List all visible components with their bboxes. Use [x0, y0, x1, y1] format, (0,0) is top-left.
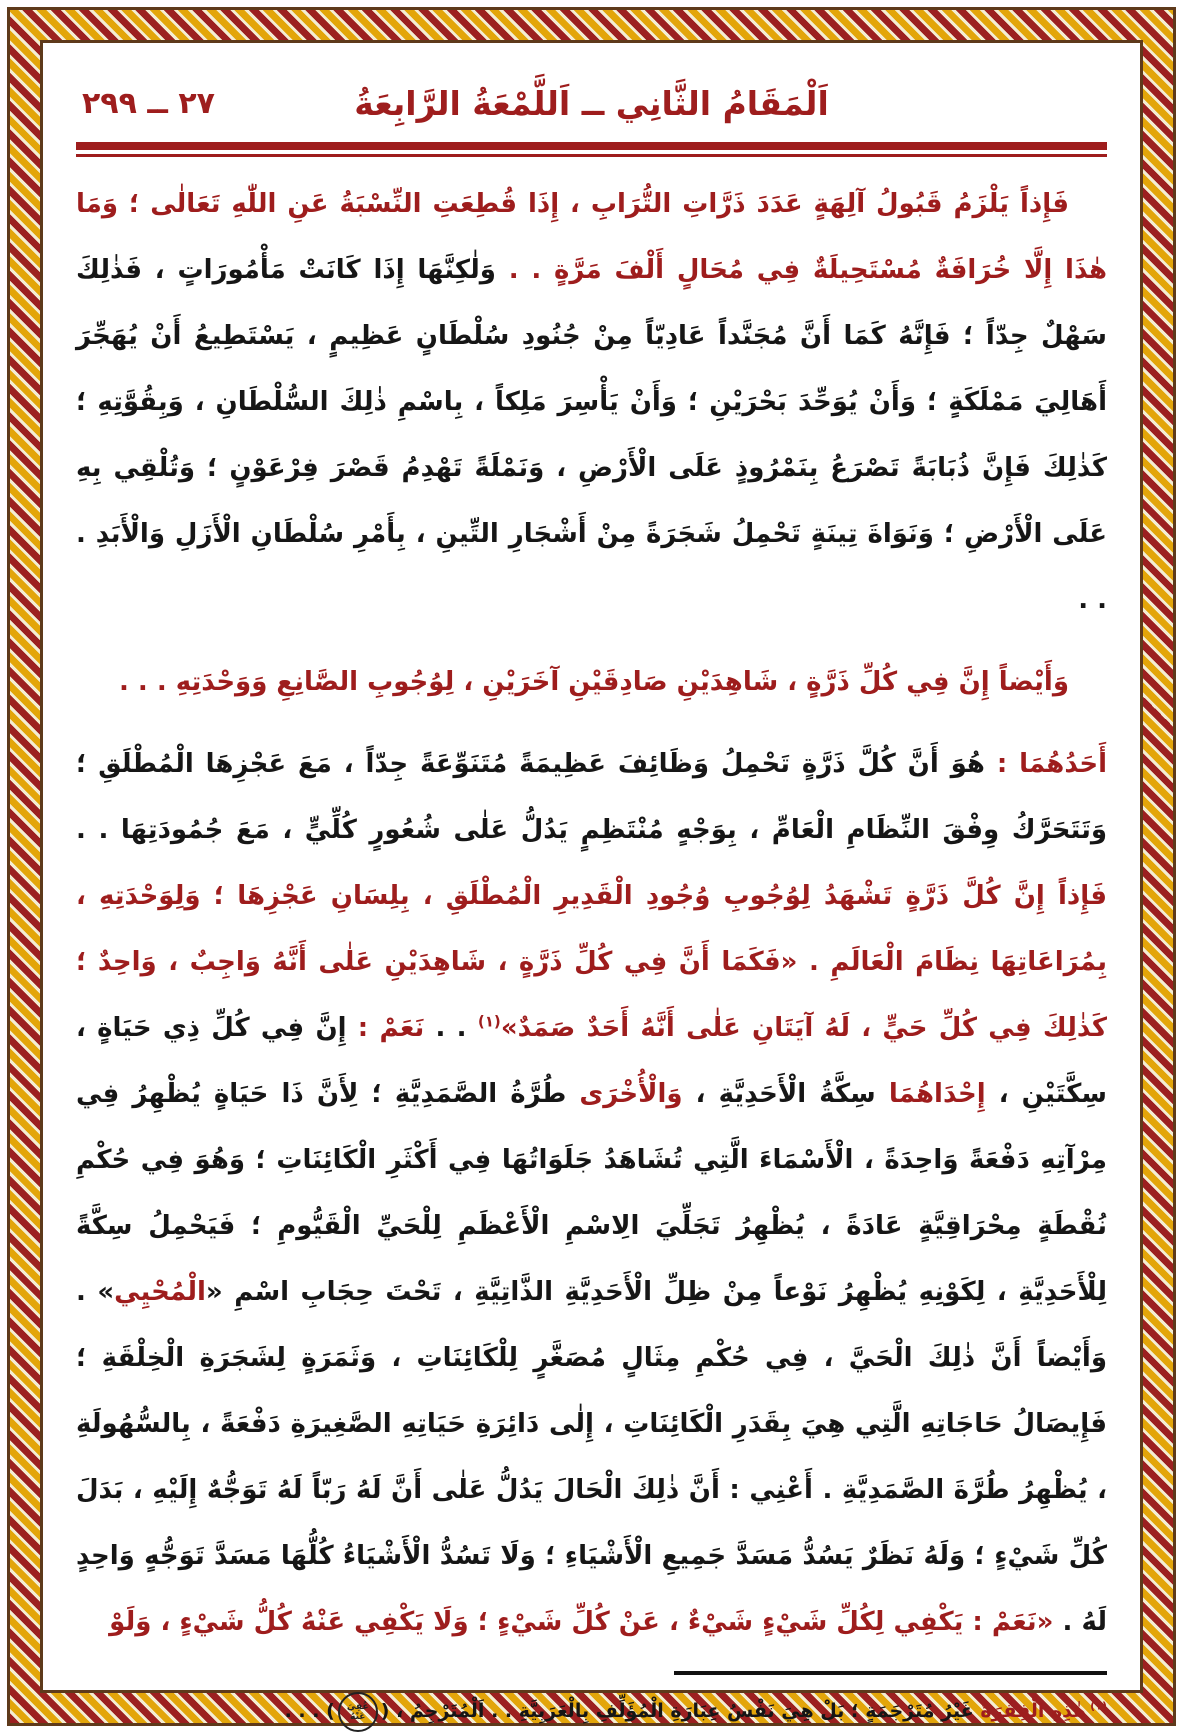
footnote-text: [76, 1691, 1107, 1732]
text-segment: . .: [424, 1013, 478, 1043]
header-rule-thin: [76, 154, 1107, 157]
translator-seal: [338, 1692, 378, 1732]
text-segment: هُوَ أَنَّ كُلَّ ذَرَّةٍ تَحْمِلُ وَظَائِفَ عَظِيمَةً مُتَنَوِّعَةً جِدّاً ، مَعَ عَجْزِهَا الْمُطْلَقِ ؛ وَتَتَحَرَّكُ وِفْقَ النِّظَامِ الْعَامِّ ، بِوَجْهٍ مُنْتَظِمٍ يَدُلُّ عَلٰى شُعُورٍ كُلِّيٍّ ، مَعَ جُمُودَتِهَا . .: [76, 749, 1107, 845]
seal-line: عُفِيَ: [346, 1701, 369, 1712]
text-segment: سِكَّةُ الْأَحَدِيَّةِ ،: [682, 1079, 876, 1109]
text-segment: وَالْأُخْرَى: [566, 1079, 683, 1109]
text-segment: (١): [477, 1012, 501, 1031]
text-segment: (١): [1086, 1699, 1107, 1713]
header-rule: [76, 142, 1107, 157]
text-segment: طُرَّةُ الصَّمَدِيَّةِ ؛ لِأَنَّ ذَا حَيَاةٍ يُظْهِرُ فِي مِرْآتِهِ دَفْعَةً وَاحِدَةً ، الْأَسْمَاءَ الَّتِي تُشَاهَدُ جَلَوَاتُهَا فِي أَكْثَرِ الْكَائِنَاتِ ؛ وَهُوَ فِي حُكْمِ نُقْطَةٍ مِحْرَاقِيَّةٍ عَادَةً ، يُظْهِرُ تَجَلِّيَ الِاسْمِ الْأَعْظَمِ لِلْحَيِّ الْقَيُّومِ ؛ فَيَحْمِلُ سِكَّةً لِلْأَحَدِيَّةِ ، لِكَوْنِهِ يُظْهِرُ نَوْعاً مِنْ ظِلِّ الْأَحَدِيَّةِ الذَّاتِيَّةِ ، تَحْتَ حِجَابِ اسْمِ «: [76, 1079, 1107, 1307]
text-segment: فَإِذاً يَلْزَمُ قَبُولُ آلِهَةٍ عَدَدَ ذَرَّاتِ التُّرَابِ ، إِذَا قُطِعَتِ النِّسْبَةُ عَنِ اللّٰهِ تَعَالٰى ؛ وَمَا هٰذَا إِلَّا خُرَافَةٌ مُسْتَحِيلَةٌ فِي مُحَالٍ أَلْفَ مَرَّةٍ . .: [76, 189, 1107, 285]
text-segment: فَإِذاً إِنَّ كُلَّ ذَرَّةٍ تَشْهَدُ لِوُجُوبِ وُجُودِ الْقَدِيرِ الْمُطْلَقِ ، بِلِسَانِ عَجْزِهَا ؛ وَلِوَحْدَتِهِ ، بِمُرَاعَاتِهَا نِظَامَ الْعَالَمِ . «فَكَمَا أَنَّ فِي كُلِّ ذَرَّةٍ ، شَاهِدَيْنِ عَلٰى أَنَّهُ وَاجِبٌ ، وَاحِدٌ ؛ كَذٰلِكَ فِي كُلِّ حَيٍّ ، لَهُ آيَتَانِ عَلٰى أَنَّهُ أَحَدٌ صَمَدٌ»: [76, 881, 1107, 1043]
text-segment: إِحْدَاهُمَا: [875, 1079, 986, 1109]
body-text: [76, 171, 1107, 1671]
text-segment: أَحَدُهُمَا :: [984, 749, 1108, 779]
text-segment: إِنَّ فِي كُلِّ ذِي حَيَاةٍ ، سِكَّتَيْنِ ،: [76, 1013, 1107, 1109]
footnote-section: [76, 1671, 1107, 1733]
seal-line: عَنْهُ: [350, 1711, 366, 1722]
text-segment: وَأَيْضاً إِنَّ فِي كُلِّ ذَرَّةٍ ، شَاهِدَيْنِ صَادِقَيْنِ آخَرَيْنِ ، لِوُجُوبِ الصَّانِعِ وَوَحْدَتِهِ . . .: [118, 667, 1069, 697]
body-paragraph: [76, 171, 1107, 633]
page-number: ٢٧ ــ ٢٩٩: [82, 86, 215, 121]
header-rule-thick: [76, 142, 1107, 150]
text-segment: ) . . .: [284, 1700, 335, 1722]
text-segment: غَيْرُ مُتَرْجَمَةٍ ؛ بَلْ هِيَ نَفْسُ عِبَارَةِ الْمُؤَلِّفِ بِالْعَرَبِيَّةِ . . اَلْمُتَرْجِمُ ، (: [380, 1700, 974, 1722]
body-paragraph: [76, 731, 1107, 1655]
text-segment: الْمُحْيِي: [114, 1277, 206, 1307]
text-segment: وَلٰكِنَّهَا إِذَا كَانَتْ مَأْمُورَاتٍ ، فَذٰلِكَ سَهْلٌ جِدّاً ؛ فَإِنَّهُ كَمَا أَنَّ مُجَنَّداً عَادِيّاً مِنْ جُنُودِ سُلْطَانٍ عَظِيمٍ ، يَسْتَطِيعُ أَنْ يُهَجِّرَ أَهَالِيَ مَمْلَكَةٍ ؛ وَأَنْ يُوَحِّدَ بَحْرَيْنِ ؛ وَأَنْ يَأْسِرَ مَلِكاً ، بِاسْمِ ذٰلِكَ السُّلْطَانِ ، وَبِقُوَّتِهِ ؛ كَذٰلِكَ فَإِنَّ ذُبَابَةً تَصْرَعُ بِنَمْرُوذٍ عَلَى الْأَرْضِ ، وَنَمْلَةً تَهْدِمُ قَصْرَ فِرْعَوْنٍ ؛ وَتُلْقِي بِهِ عَلَى الْأَرْضِ ؛ وَنَوَاةَ تِينَةٍ تَحْمِلُ شَجَرَةً مِنْ أَشْجَارِ التِّينِ ، بِأَمْرِ سُلْطَانِ الْأَزَلِ وَالْأَبَدِ . . .: [76, 255, 1107, 615]
page-title: اَلْمَقَامُ الثَّانِي ــ اَللَّمْعَةُ الرَّابِعَةُ: [354, 84, 829, 123]
page-content: [46, 44, 1137, 1722]
text-segment: «نَعَمْ : يَكْفِي لِكُلِّ شَيْءٍ شَيْءٌ ، عَنْ كُلِّ شَيْءٍ ؛ وَلَا يَكْفِي عَنْهُ كُلُّ شَيْءٍ ، وَلَوْ: [109, 1607, 1054, 1637]
page-header: [76, 76, 1107, 132]
text-segment: » . وَأَيْضاً أَنَّ ذٰلِكَ الْحَيَّ ، فِي حُكْمِ مِثَالٍ مُصَغَّرٍ لِلْكَائِنَاتِ ، وَثَمَرَةٍ لِشَجَرَةِ الْخِلْقَةِ ؛ فَإِيصَالُ حَاجَاتِهِ الَّتِي هِيَ بِقَدَرِ الْكَائِنَاتِ ، إِلٰى دَائِرَةِ حَيَاتِهِ الصَّغِيرَةِ دَفْعَةً ، بِالسُّهُولَةِ ، يُظْهِرُ طُرَّةَ الصَّمَدِيَّةِ . أَعْنِي : أَنَّ ذٰلِكَ الْحَالَ يَدُلُّ عَلٰى أَنَّ لَهُ رَبّاً لَهُ تَوَجُّهٌ إِلَيْهِ ، بَدَلَ كُلِّ شَيْءٍ ؛ وَلَهُ نَظَرٌ يَسُدُّ مَسَدَّ جَمِيعِ الْأَشْيَاءِ ؛ وَلَا تَسُدُّ الْأَشْيَاءُ كُلُّهَا مَسَدَّ تَوَجُّهٍ وَاحِدٍ لَهُ .: [76, 1277, 1107, 1637]
text-segment: نَعَمْ :: [346, 1013, 425, 1043]
footnote-separator: [674, 1671, 1107, 1675]
body-paragraph: [76, 649, 1107, 715]
text-segment: هٰذِهِ الْفِقْرَةُ: [973, 1700, 1087, 1722]
